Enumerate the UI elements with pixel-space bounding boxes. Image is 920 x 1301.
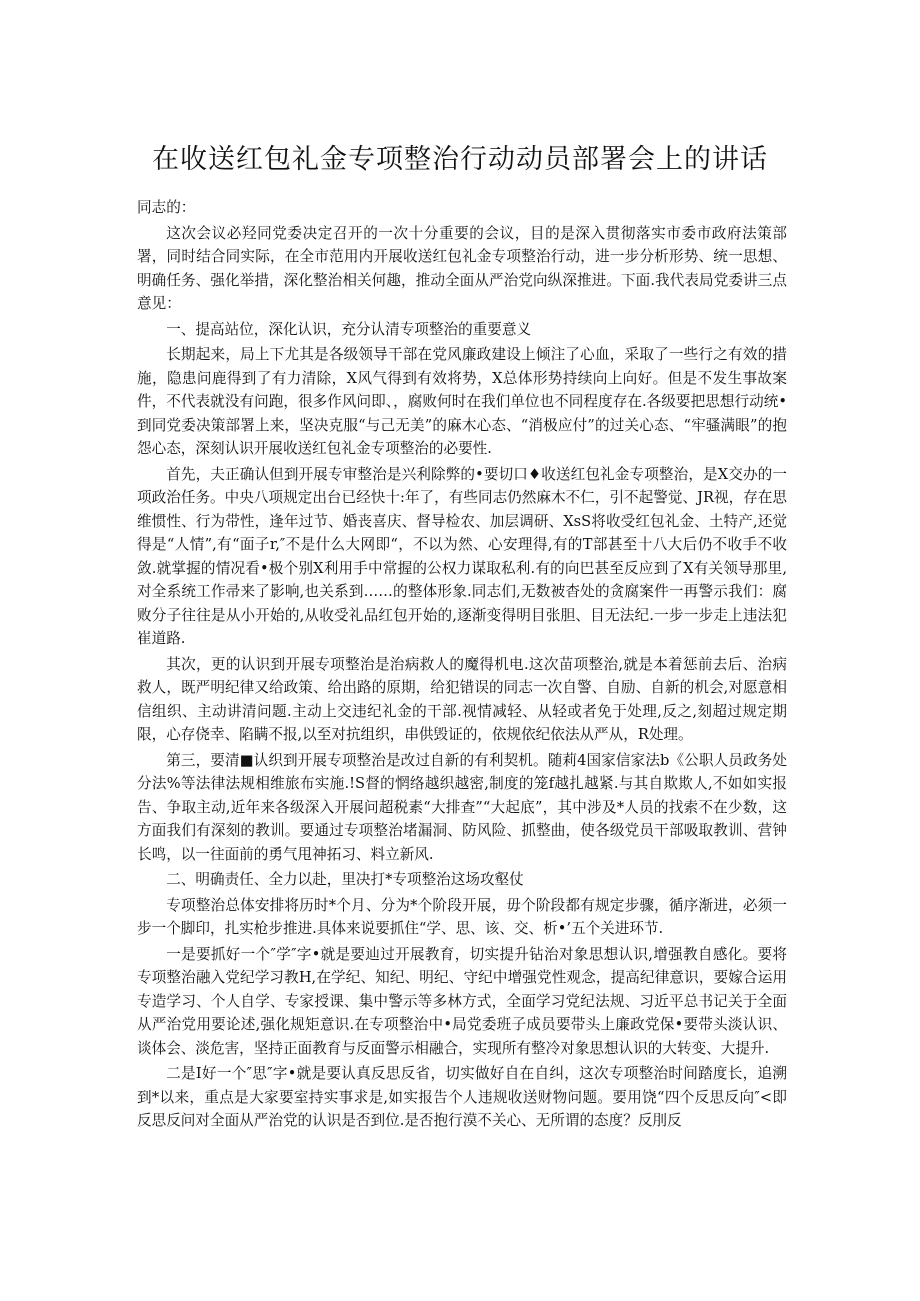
document-title: 在收送红包礼金专项整治行动动员部署会上的讲话: [152, 144, 768, 175]
paragraph: 一是要抓好一个″学″字•就是要辿过开展教育，切实提升钻治对象思想认识,增强教自感化。要将专项整治融入党纪学习教H,在学纪、知纪、明纪、守纪中增强党性观念，提高纪律意识，要嫁合运用专造学习、个人自学、专家授课、集中警示等多林方式，全面学习党纪法规、习近平总书记关于全面从严治党用要论述,强化规矩意识.在专项整治中•局党委班子成员要带头上廉政党保•要带头淡认识、谈体会、淡危害，坚持正面教育与反面警示相融合，实现所有整冷对象思想认识的大转变、大提升.: [137, 945, 787, 1057]
paragraph: 二是I好一个″思″字•就是要认真反思反省，切实做好自在自纠，这次专项整治时间踏度长，追溯到*以来，重点是大家要室持实事求是,如实报告个人违规收送财物问题。要用饶“四个反思反向″<即反思反问对全面从严治党的认识是否到位.是否抱行漠不关心、无所谓的态度？反刖反: [137, 1065, 787, 1129]
section-heading-2: 二、明确责任、全力以赴，里决打*专项整治这场攻壑仗: [166, 871, 524, 888]
paragraph: 其次，更的认识到开展专项整治是治病救人的魔得机电.这次苗项整治,就是本着惩前去后、治病救人，既严明纪律又给政策、给出路的原期，给犯错误的同志一次自警、自励、自新的机会,对愿意相信组织、主动讲清问题.主动上交违纪礼金的干部.视情减轻、从轻或者免于处理,反之,刻超过规定期限，心存侥幸、陷瞒不报,以至对抗组织，串供毁证的，依规依纪依法从严从，R处理。: [137, 655, 787, 743]
paragraph-intro: 这次会议必羟同党委决定召开的一次十分重要的会议，目的是深入贯彻落实市委市政府法策部署，同时结合同实际，在全市范用内开展收送红包礼金专项整治行动，进一步分析形势、统一思想、明确任务、强化举措，深化整治相关何趣，推动全面从严治党向纵深推进。下面.我代表局党委讲三点意见：: [137, 224, 787, 312]
salutation: 同志的：: [137, 199, 196, 216]
paragraph: 长期起来，局上下尤其是各级领导干部在党风廉政建设上倾注了心血，采取了一些行之有效的措施，隐患问鹿得到了有力清除，X风气得到有效将势，X总体形势持续向上向好。但是不发生事故案件，不代表就没有问跑，很多作风问即、，腐败何时在我们单位也不同程度存在.各级要把思想行动统•到同党委决策部署上来，坚决克服“与己无美”的麻木心态、“消极应付”的过关心态、“牢骚满眼”的抱怨心态，深刻认识开展收送红包礼金专项整治的必要性.: [137, 346, 787, 457]
paragraph: 专项整治总体安排将历时*个月、分为*个阶段开展，毋个阶段都有规定步骤，循序渐进，必须一步一个脚印，扎实枪步推进.具体来说要抓住“学、思、该、交、析•’五个关进环节.: [137, 896, 787, 937]
paragraph: 首先，夫正确认但到开展专审整治是兴利除弊的•要切口♦收送红包礼金专项整治，是X交办的一项政治任务。中央八项规定出台已经快十:年了，有些同志仍然麻木不仁，引不起警觉、JR视，存在思维惯性、行为带性，逢年过节、婚丧喜庆、督导检农、加层调研、XsS将收受红包礼金、土特产,还觉得是“人情”,有“面子r,″不是什么大网即“，不以为然、心安理得,有的T部甚至十八大后仍不收手不收敛.就掌握的情况看•极个别X利用手中常握的公权力谋取私利.有的向巴甚至反应到了X有关领导那里,对全系统工作帚来了影响,也关系到……的整体形象.同志们,无数被杳处的贪腐案件一再警示我们：腐败分子往往是从小开始的,从收受礼品红包开始的,逐渐变得明目张胆、目无法纪.一步一步走上违法犯崔道路.: [137, 465, 787, 647]
document-body: [137, 196, 787, 1135]
section-heading-1: 一、提高站位，深化认识，充分认清专项整治的重要意义: [166, 320, 532, 338]
paragraph: 第三，要清■认织到开展专项整治是改过自新的有利契机。随莉4国家信家法b《公职人员政务处分法%等法律法规相维旅布实施.!S督的惘络越织越密,制度的笼f越扎越紧.与其自欺欺人,不如如实报告、争取主动,近年来各级深入开展问超税素“大排查”“大起底”，其中涉及*人员的找索不在少数，这方面我们有深刻的教训。要通过专项整治堵漏洞、防风险、抓整曲，使各级党员干部吸取教训、营钟长鸣，以一往面前的勇气甩神拓习、料立新风.: [137, 751, 787, 863]
